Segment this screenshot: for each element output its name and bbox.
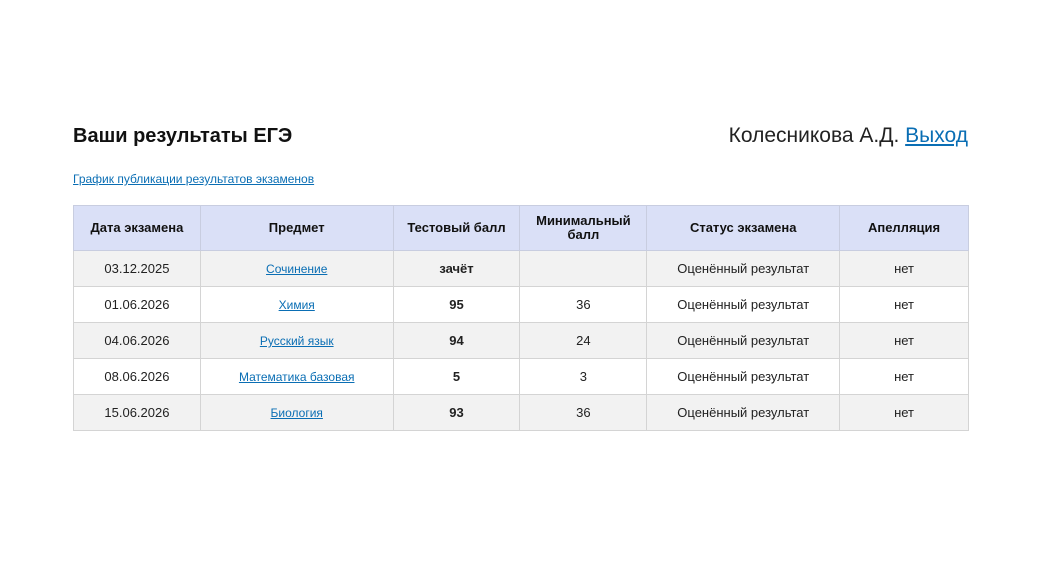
table-row bbox=[74, 323, 969, 359]
column-header-min-score bbox=[520, 206, 647, 251]
table-row bbox=[74, 395, 969, 431]
cell-score: 93 bbox=[393, 395, 520, 431]
column-header-score: Тестовый балл bbox=[393, 206, 520, 251]
cell-date: 01.06.2026 bbox=[74, 287, 201, 323]
cell-status: Оценённый результат bbox=[647, 395, 840, 431]
cell-appeal: нет bbox=[840, 395, 969, 431]
cell-subject bbox=[200, 251, 393, 287]
column-header-subject: Предмет bbox=[200, 206, 393, 251]
page-header bbox=[73, 122, 968, 158]
logout-link[interactable]: Выход bbox=[905, 124, 968, 147]
results-table bbox=[73, 205, 969, 431]
cell-score: 5 bbox=[393, 359, 520, 395]
cell-date: 08.06.2026 bbox=[74, 359, 201, 395]
cell-status: Оценённый результат bbox=[647, 251, 840, 287]
cell-score: 94 bbox=[393, 323, 520, 359]
subject-link[interactable]: Химия bbox=[278, 298, 315, 312]
cell-score: 95 bbox=[393, 287, 520, 323]
column-header-date: Дата экзамена bbox=[74, 206, 201, 251]
cell-min-score bbox=[520, 251, 647, 287]
cell-status: Оценённый результат bbox=[647, 323, 840, 359]
column-header-status: Статус экзамена bbox=[647, 206, 840, 251]
cell-date: 15.06.2026 bbox=[74, 395, 201, 431]
cell-date: 03.12.2025 bbox=[74, 251, 201, 287]
schedule-link[interactable]: График публикации результатов экзаменов bbox=[73, 172, 315, 186]
table-row bbox=[74, 251, 969, 287]
page-title: Ваши результаты ЕГЭ bbox=[73, 125, 293, 147]
subject-link[interactable]: Сочинение bbox=[266, 262, 328, 276]
table-header-row bbox=[74, 206, 969, 251]
cell-status: Оценённый результат bbox=[647, 359, 840, 395]
cell-min-score: 3 bbox=[520, 359, 647, 395]
cell-appeal: нет bbox=[840, 323, 969, 359]
cell-subject bbox=[200, 323, 393, 359]
subject-link[interactable]: Биология bbox=[270, 406, 323, 420]
cell-subject bbox=[200, 287, 393, 323]
cell-date: 04.06.2026 bbox=[74, 323, 201, 359]
table-row bbox=[74, 287, 969, 323]
user-box bbox=[729, 124, 968, 148]
cell-score: зачёт bbox=[393, 251, 520, 287]
column-header-min-score-label: Минимальный балл bbox=[536, 213, 631, 242]
cell-min-score: 24 bbox=[520, 323, 647, 359]
cell-min-score: 36 bbox=[520, 395, 647, 431]
cell-subject bbox=[200, 395, 393, 431]
cell-subject bbox=[200, 359, 393, 395]
subject-link[interactable]: Русский язык bbox=[259, 334, 334, 348]
cell-appeal: нет bbox=[840, 251, 969, 287]
cell-appeal: нет bbox=[840, 359, 969, 395]
column-header-appeal: Апелляция bbox=[840, 206, 969, 251]
cell-min-score: 36 bbox=[520, 287, 647, 323]
subject-link[interactable]: Математика базовая bbox=[238, 370, 355, 384]
table-row bbox=[74, 359, 969, 395]
user-name: Колесникова А.Д. bbox=[728, 124, 900, 147]
cell-appeal: нет bbox=[840, 287, 969, 323]
cell-status: Оценённый результат bbox=[647, 287, 840, 323]
